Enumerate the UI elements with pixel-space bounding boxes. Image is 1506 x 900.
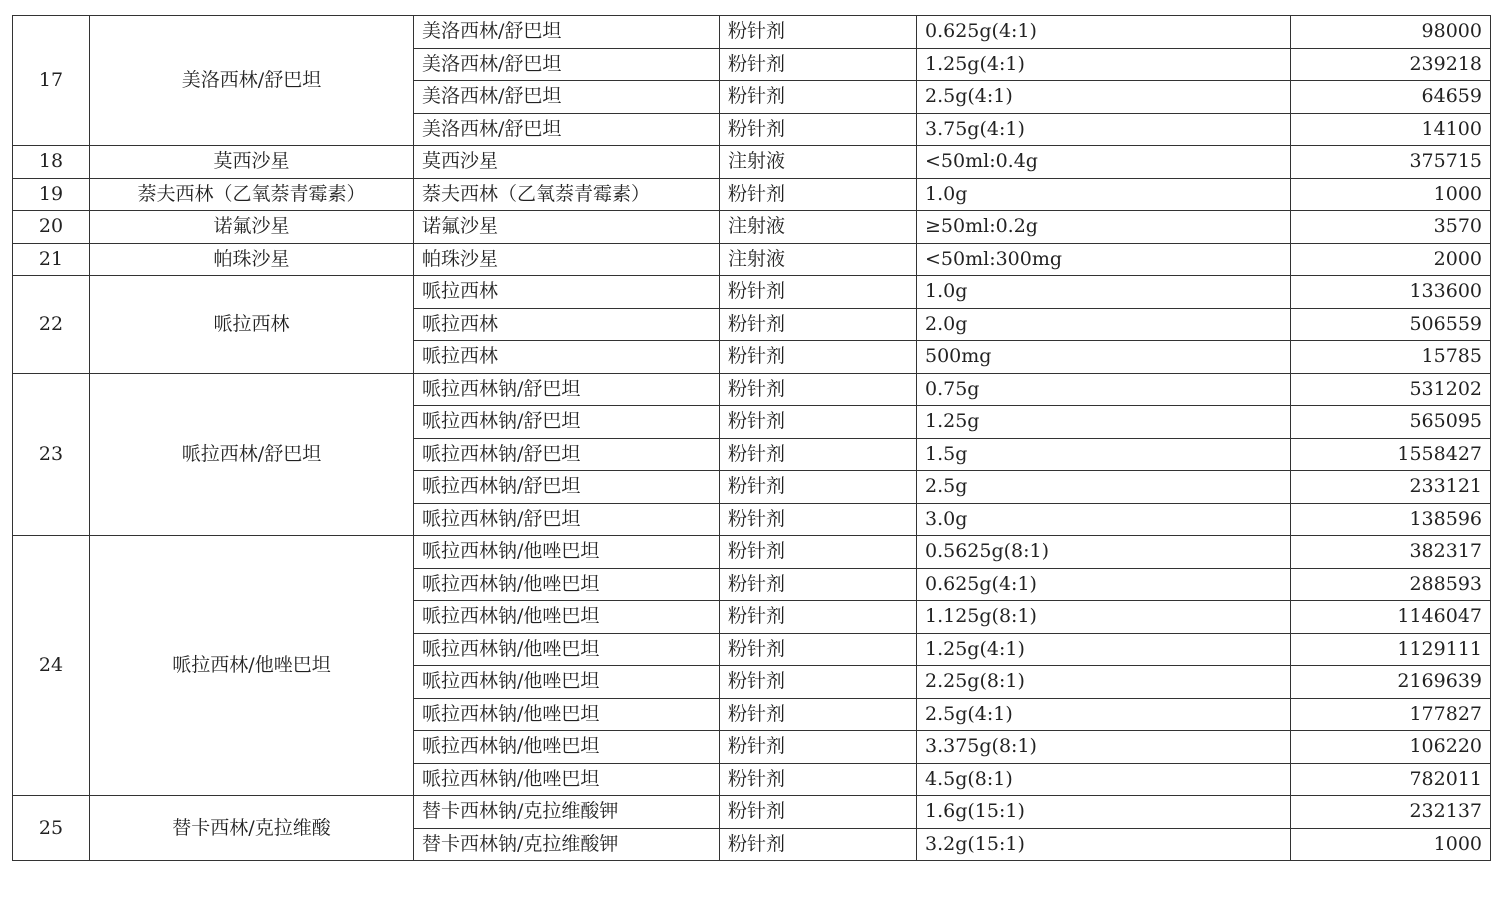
drug-procurement-table	[12, 15, 1491, 861]
item-number: 22	[13, 276, 90, 374]
product-name: 美洛西林/舒巴坦	[414, 81, 720, 114]
specification: 0.625g(4:1)	[917, 568, 1291, 601]
dosage-form: 粉针剂	[720, 438, 917, 471]
specification: ≥50ml:0.2g	[917, 211, 1291, 244]
dosage-form: 粉针剂	[720, 81, 917, 114]
generic-drug-name: 萘夫西林（乙氧萘青霉素）	[90, 178, 414, 211]
specification: 1.5g	[917, 438, 1291, 471]
product-name: 帕珠沙星	[414, 243, 720, 276]
generic-drug-name: 莫西沙星	[90, 146, 414, 179]
specification: 3.75g(4:1)	[917, 113, 1291, 146]
specification: 2.25g(8:1)	[917, 666, 1291, 699]
specification: <50ml:0.4g	[917, 146, 1291, 179]
product-name: 哌拉西林钠/他唑巴坦	[414, 763, 720, 796]
product-name: 哌拉西林钠/他唑巴坦	[414, 601, 720, 634]
quantity: 64659	[1291, 81, 1491, 114]
quantity: 782011	[1291, 763, 1491, 796]
specification: 1.125g(8:1)	[917, 601, 1291, 634]
quantity: 1558427	[1291, 438, 1491, 471]
dosage-form: 注射液	[720, 146, 917, 179]
dosage-form: 粉针剂	[720, 731, 917, 764]
specification: 4.5g(8:1)	[917, 763, 1291, 796]
specification: <50ml:300mg	[917, 243, 1291, 276]
dosage-form: 粉针剂	[720, 471, 917, 504]
dosage-form: 粉针剂	[720, 828, 917, 861]
specification: 0.5625g(8:1)	[917, 536, 1291, 569]
dosage-form: 注射液	[720, 243, 917, 276]
quantity: 15785	[1291, 341, 1491, 374]
table-row	[13, 243, 1491, 276]
product-name: 萘夫西林（乙氧萘青霉素）	[414, 178, 720, 211]
product-name: 莫西沙星	[414, 146, 720, 179]
specification: 3.375g(8:1)	[917, 731, 1291, 764]
quantity: 138596	[1291, 503, 1491, 536]
specification: 3.0g	[917, 503, 1291, 536]
specification: 2.5g(4:1)	[917, 81, 1291, 114]
generic-drug-name: 诺氟沙星	[90, 211, 414, 244]
specification: 3.2g(15:1)	[917, 828, 1291, 861]
product-name: 哌拉西林钠/舒巴坦	[414, 438, 720, 471]
dosage-form: 粉针剂	[720, 406, 917, 439]
quantity: 288593	[1291, 568, 1491, 601]
generic-drug-name: 哌拉西林	[90, 276, 414, 374]
table-row	[13, 276, 1491, 309]
quantity: 233121	[1291, 471, 1491, 504]
specification: 1.25g(4:1)	[917, 48, 1291, 81]
item-number: 23	[13, 373, 90, 536]
dosage-form: 粉针剂	[720, 16, 917, 49]
product-name: 哌拉西林钠/他唑巴坦	[414, 568, 720, 601]
item-number: 25	[13, 796, 90, 861]
dosage-form: 粉针剂	[720, 633, 917, 666]
specification: 2.5g	[917, 471, 1291, 504]
product-name: 哌拉西林钠/他唑巴坦	[414, 666, 720, 699]
dosage-form: 粉针剂	[720, 48, 917, 81]
product-name: 哌拉西林	[414, 341, 720, 374]
quantity: 98000	[1291, 16, 1491, 49]
specification: 1.6g(15:1)	[917, 796, 1291, 829]
generic-drug-name: 替卡西林/克拉维酸	[90, 796, 414, 861]
product-name: 哌拉西林钠/舒巴坦	[414, 373, 720, 406]
quantity: 239218	[1291, 48, 1491, 81]
specification: 2.0g	[917, 308, 1291, 341]
product-name: 替卡西林钠/克拉维酸钾	[414, 828, 720, 861]
item-number: 17	[13, 16, 90, 146]
quantity: 1129111	[1291, 633, 1491, 666]
product-name: 美洛西林/舒巴坦	[414, 16, 720, 49]
quantity: 2169639	[1291, 666, 1491, 699]
quantity: 2000	[1291, 243, 1491, 276]
dosage-form: 粉针剂	[720, 666, 917, 699]
specification: 1.0g	[917, 178, 1291, 211]
dosage-form: 粉针剂	[720, 341, 917, 374]
quantity: 506559	[1291, 308, 1491, 341]
quantity: 565095	[1291, 406, 1491, 439]
product-name: 哌拉西林	[414, 276, 720, 309]
specification: 2.5g(4:1)	[917, 698, 1291, 731]
product-name: 诺氟沙星	[414, 211, 720, 244]
item-number: 20	[13, 211, 90, 244]
quantity: 531202	[1291, 373, 1491, 406]
product-name: 哌拉西林钠/他唑巴坦	[414, 731, 720, 764]
generic-drug-name: 哌拉西林/他唑巴坦	[90, 536, 414, 796]
quantity: 375715	[1291, 146, 1491, 179]
quantity: 106220	[1291, 731, 1491, 764]
generic-drug-name: 帕珠沙星	[90, 243, 414, 276]
product-name: 美洛西林/舒巴坦	[414, 113, 720, 146]
generic-drug-name: 美洛西林/舒巴坦	[90, 16, 414, 146]
quantity: 382317	[1291, 536, 1491, 569]
generic-drug-name: 哌拉西林/舒巴坦	[90, 373, 414, 536]
quantity: 1000	[1291, 828, 1491, 861]
specification: 0.75g	[917, 373, 1291, 406]
product-name: 美洛西林/舒巴坦	[414, 48, 720, 81]
dosage-form: 粉针剂	[720, 113, 917, 146]
quantity: 232137	[1291, 796, 1491, 829]
table-row	[13, 211, 1491, 244]
table-row	[13, 796, 1491, 829]
dosage-form: 粉针剂	[720, 308, 917, 341]
table-body	[13, 16, 1491, 861]
quantity: 133600	[1291, 276, 1491, 309]
dosage-form: 粉针剂	[720, 568, 917, 601]
product-name: 哌拉西林钠/舒巴坦	[414, 406, 720, 439]
quantity: 1146047	[1291, 601, 1491, 634]
item-number: 21	[13, 243, 90, 276]
dosage-form: 粉针剂	[720, 178, 917, 211]
dosage-form: 注射液	[720, 211, 917, 244]
dosage-form: 粉针剂	[720, 601, 917, 634]
dosage-form: 粉针剂	[720, 536, 917, 569]
dosage-form: 粉针剂	[720, 796, 917, 829]
product-name: 哌拉西林钠/舒巴坦	[414, 503, 720, 536]
dosage-form: 粉针剂	[720, 373, 917, 406]
dosage-form: 粉针剂	[720, 763, 917, 796]
product-name: 替卡西林钠/克拉维酸钾	[414, 796, 720, 829]
specification: 0.625g(4:1)	[917, 16, 1291, 49]
item-number: 18	[13, 146, 90, 179]
product-name: 哌拉西林	[414, 308, 720, 341]
table-row	[13, 536, 1491, 569]
product-name: 哌拉西林钠/舒巴坦	[414, 471, 720, 504]
specification: 1.25g(4:1)	[917, 633, 1291, 666]
quantity: 3570	[1291, 211, 1491, 244]
product-name: 哌拉西林钠/他唑巴坦	[414, 698, 720, 731]
dosage-form: 粉针剂	[720, 276, 917, 309]
table-row	[13, 178, 1491, 211]
product-name: 哌拉西林钠/他唑巴坦	[414, 633, 720, 666]
specification: 1.25g	[917, 406, 1291, 439]
dosage-form: 粉针剂	[720, 503, 917, 536]
dosage-form: 粉针剂	[720, 698, 917, 731]
table-row	[13, 16, 1491, 49]
quantity: 14100	[1291, 113, 1491, 146]
item-number: 19	[13, 178, 90, 211]
item-number: 24	[13, 536, 90, 796]
specification: 1.0g	[917, 276, 1291, 309]
quantity: 177827	[1291, 698, 1491, 731]
quantity: 1000	[1291, 178, 1491, 211]
product-name: 哌拉西林钠/他唑巴坦	[414, 536, 720, 569]
table-row	[13, 146, 1491, 179]
specification: 500mg	[917, 341, 1291, 374]
table-row	[13, 373, 1491, 406]
